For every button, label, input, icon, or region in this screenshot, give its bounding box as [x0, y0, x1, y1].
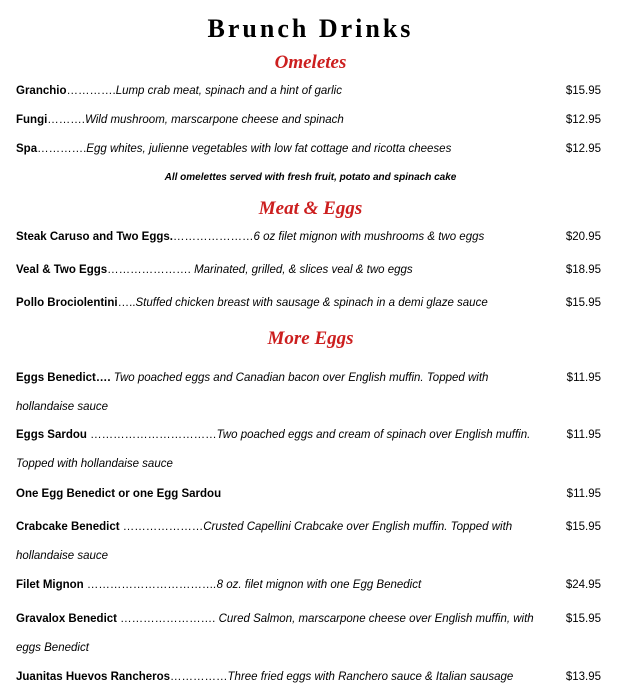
item-leader: …………………. [107, 264, 195, 276]
item-name: Veal & Two Eggs [16, 264, 108, 276]
item-description: Marinated, grilled, & slices veal & two eggs [194, 264, 413, 276]
item-leader: ………………… [119, 521, 204, 533]
item-description: Two poached eggs and cream of spinach over English muffin. Topped with hollandaise sauce [16, 429, 531, 470]
menu-item [16, 364, 601, 422]
item-description: Lump crab meat, spinach and a hint of garlic [115, 85, 342, 97]
menu-item [16, 223, 601, 252]
item-price: $13.95 [565, 671, 601, 683]
menu-item [16, 663, 601, 692]
section-title-omeletes: Omeletes [274, 52, 347, 73]
item-price: $11.95 [566, 488, 601, 500]
item-name: Spa [16, 143, 38, 155]
section-title-meat-eggs: Meat & Eggs [258, 198, 363, 219]
item-leader: …………. [66, 85, 116, 97]
menu-item [16, 605, 601, 663]
item-leader: ………. [47, 114, 85, 126]
item-leader: …………………………… [83, 579, 214, 591]
item-price: $24.95 [565, 579, 601, 591]
page-title: Brunch Drinks [207, 14, 414, 43]
item-name: Pollo Brociolentini [16, 297, 118, 309]
menu-item [16, 571, 601, 600]
menu-item [16, 77, 601, 106]
item-name: Fungi [16, 114, 48, 126]
menu-item [16, 289, 601, 318]
item-price: $20.95 [565, 231, 601, 243]
item-name: Gravalox Benedict [16, 613, 117, 625]
menu-item [16, 480, 601, 509]
section-title-more-eggs: More Eggs [267, 328, 354, 349]
item-price: $11.95 [566, 372, 601, 384]
menu-item [16, 106, 601, 135]
item-price: $15.95 [565, 297, 601, 309]
item-description: Stuffed chicken breast with sausage & spinach in a demi glaze sauce [135, 297, 488, 309]
item-description: Crusted Capellini Crabcake over English muffin. Topped with hollandaise sauce [16, 521, 513, 562]
item-description: Egg whites, julienne vegetables with low fat cottage and ricotta cheeses [86, 143, 452, 155]
item-leader: …………… [170, 671, 228, 683]
item-name: Filet Mignon [16, 579, 84, 591]
menu-item [16, 256, 601, 285]
item-price: $15.95 [565, 85, 601, 97]
item-leader: ….. [117, 297, 136, 309]
item-description: .8 oz. filet mignon with one Egg Benedict [213, 579, 422, 591]
item-price: $12.95 [565, 114, 601, 126]
item-leader: ………………… [173, 231, 254, 243]
item-leader: …………. [37, 143, 87, 155]
item-description: Two poached eggs and Canadian bacon over English muffin. Topped with hollandaise sauce [16, 372, 489, 413]
item-name: One Egg Benedict or one Egg Sardou [16, 488, 222, 500]
item-price: $15.95 [565, 521, 601, 533]
item-name: Eggs Sardou [16, 429, 87, 441]
item-description: Wild mushroom, marscarpone cheese and spinach [85, 114, 344, 126]
item-name: Granchio [16, 85, 67, 97]
item-description: Three fried eggs with Ranchero sauce & Italian sausage [227, 671, 514, 683]
item-price: $11.95 [566, 429, 601, 441]
item-name: Eggs Benedict…. [16, 372, 111, 384]
item-description: Cured Salmon, marscarpone cheese over English muffin, with eggs Benedict [16, 613, 534, 654]
menu-item [16, 513, 601, 571]
menu-item [16, 421, 601, 479]
item-price: $12.95 [565, 143, 601, 155]
item-description: 6 oz filet mignon with mushrooms & two eggs [253, 231, 485, 243]
menu-item [16, 135, 601, 164]
item-price: $15.95 [565, 613, 601, 625]
item-name: Steak Caruso and Two Eggs. [16, 231, 173, 243]
item-name: Crabcake Benedict [16, 521, 120, 533]
omelettes-note: All omelettes served with fresh fruit, potato and spinach cake [164, 172, 457, 183]
item-name: Juanitas Huevos Rancheros [16, 671, 171, 683]
item-price: $18.95 [565, 264, 601, 276]
item-leader: …………………………… [86, 429, 217, 441]
item-leader: ……………………. [116, 613, 219, 625]
